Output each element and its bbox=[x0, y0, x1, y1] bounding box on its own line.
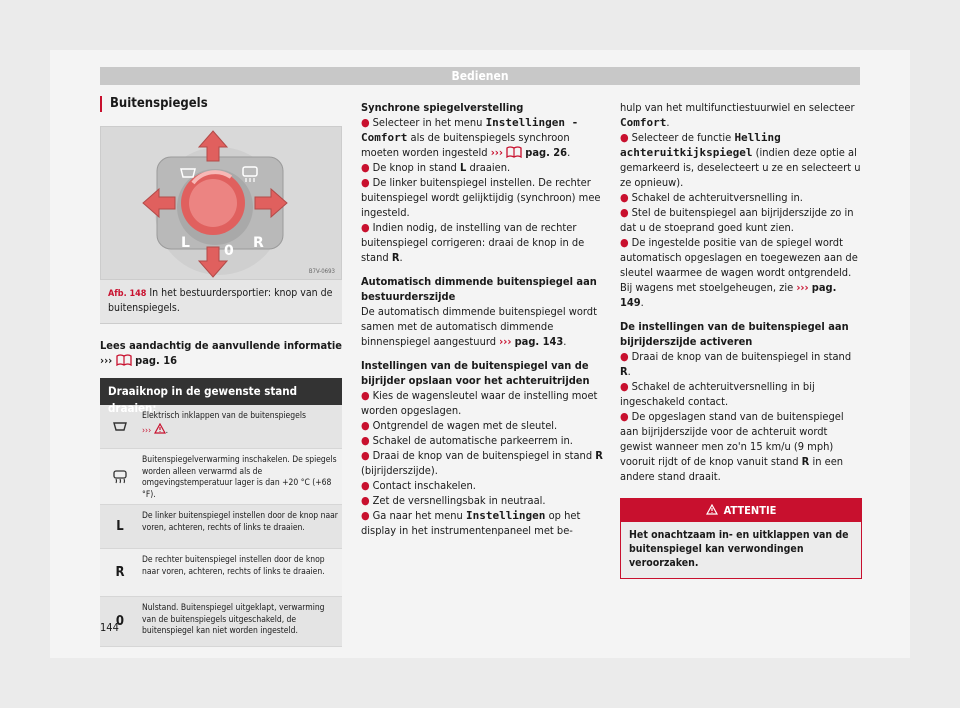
list-item: ● Draai de knop van de buitenspiegel in stand R. bbox=[620, 350, 852, 378]
figure-mirror-knob bbox=[100, 126, 342, 280]
page-header: Bedienen bbox=[100, 67, 860, 85]
heading-activate: De instellingen van de buitenspiegel aan bijrijderszijde activeren bbox=[620, 320, 849, 348]
info-note: Lees aandachtig de aanvullende informatie ››› pag. 16 bbox=[100, 339, 342, 367]
book-icon bbox=[116, 354, 132, 366]
list-item: ● Kies de wagensleutel waar de instelling moet worden opgeslagen. bbox=[361, 389, 598, 417]
list-item: ● De ingestelde positie van de spiegel wordt automatisch opgeslagen en toegewezen aan de sleutel waarmee de wagen wordt ontgrendeld. Bij wagens met stoelgeheugen, zie ››› pag. 149. bbox=[620, 236, 858, 309]
page-number: 144 bbox=[100, 621, 119, 634]
list-item: ● De knop in stand L draaien. bbox=[361, 161, 511, 174]
list-item: ● Indien nodig, de instelling van de rechter buitenspiegel corrigeren: draai de knop in de stand R. bbox=[361, 221, 585, 264]
list-item: ● Stel de buitenspiegel aan bijrijderszijde zo in dat u de stoeprand goed kunt zien. bbox=[620, 206, 854, 234]
mirror-heating-icon bbox=[112, 470, 128, 484]
note-link[interactable]: ››› pag. 16 bbox=[100, 354, 177, 367]
knob-label-r: R bbox=[253, 235, 264, 251]
warning-title: ATTENTIE bbox=[723, 504, 777, 517]
page-link[interactable]: pag. 143 bbox=[514, 335, 564, 348]
table-row: R De rechter buitenspiegel instellen door de knop naar voren, achteren, rechts of links te draaien. bbox=[100, 549, 342, 597]
page-link[interactable]: pag. 149 bbox=[620, 281, 837, 309]
list-item: ● Contact inschakelen. bbox=[361, 479, 476, 492]
list-item: ● Ontgrendel de wagen met de sleutel. bbox=[361, 419, 558, 432]
list-item: ● Ga naar het menu Instellingen op het display in het instrumentenpaneel met be- bbox=[361, 509, 581, 537]
warning-icon bbox=[154, 423, 166, 434]
heading-save: Instellingen van de buitenspiegel van de bijrijder opslaan voor het achteruitrijden bbox=[361, 359, 590, 387]
table-row: Elektrisch inklappen van de buitenspiegels ››› . bbox=[100, 405, 342, 449]
fold-mirror-icon bbox=[112, 421, 128, 433]
table-row: L De linker buitenspiegel instellen door de knop naar voren, achteren, rechts of links te draaien. bbox=[100, 505, 342, 549]
mirror-knob-illustration bbox=[101, 127, 341, 279]
table-row: 0 Nulstand. Buitenspiegel uitgeklapt, verwarming van de buitenspiegels uitgeschakeld, de buitenspiegel kan niet worden ingesteld. bbox=[100, 597, 342, 647]
list-item: ● De linker buitenspiegel instellen. De rechter buitenspiegel wordt gelijktijdig (synchroon) mee ingesteld. bbox=[361, 176, 601, 219]
book-icon bbox=[506, 146, 522, 158]
section-title: Buitenspiegels bbox=[100, 96, 342, 112]
list-item: ● Selecteer de functie Helling achteruitkijkspiegel (indien deze optie al gemarkeerd is, deselecteert u ze en selecteert u ze opnieuw). bbox=[620, 131, 861, 189]
caption-text: In het bestuurdersportier: knop van de buitenspiegels. bbox=[108, 287, 333, 314]
list-item: ● De opgeslagen stand van de buitenspiegel aan bijrijderszijde voor de achteruit wordt gewist wanneer men zo'n 15 km/u (9 mph) vooruit rijdt of de knop vanuit stand R in een andere stand draait. bbox=[620, 410, 844, 483]
table-header: Draaiknop in de gewenste stand draaien: bbox=[100, 378, 342, 405]
figure-code: B7V-0693 bbox=[308, 268, 335, 275]
list-item: ● Zet de versnellingsbak in neutraal. bbox=[361, 494, 546, 507]
warning-box bbox=[620, 498, 862, 579]
middle-column: Synchrone spiegelverstelling ● Selecteer in het menu Instellingen - Comfort als de buitenspiegels synchroon moeten worden ingesteld ››› pag. 26. ● De knop in stand L draaien. ● De linker buitenspiegel instellen. De rechter buitenspiegel wordt gelijktijdig (synchroon) mee ingesteld. ● Indien nodig, de instelling van de rechter buitenspiegel corrigeren: draai de knop in de stand R. Automatisch dimmende buitenspiegel aan bestuurderszijde De automatisch dimmende buitenspiegel wordt samen met de automatisch dimmende binnenspiegel aangestuurd ››› pag. 143. Instellingen van de buitenspiegel van de bijrijder opslaan voor het achteruitrijden ● Kies de wagensleutel waar de instelling moet worden opgeslagen. ● Ontgrendel de wagen met de sleutel. ● Schakel de automatische parkeerrem in. ● Draai de knop van de buitenspiegel in stand R (bijrijderszijde). ● Contact inschakelen. ● Zet de versnellingsbak in neutraal. ● Ga naar het menu Instellingen op het display in het instrumentenpaneel met be- bbox=[361, 101, 603, 537]
caption-label: Afb. 148 bbox=[108, 289, 147, 299]
right-column: hulp van het multifunctiestuurwiel en selecteer Comfort. ● Selecteer de functie Helling achteruitkijkspiegel (indien deze optie al gemarkeerd is, deselecteert u ze en selecteert u ze opnieuw). ● Schakel de achteruitversnelling in. ● Stel de buitenspiegel aan bijrijderszijde zo in dat u de stoeprand goed kunt zien. ● De ingestelde positie van de spiegel wordt automatisch opgeslagen en toegewezen aan de sleutel waarmee de wagen wordt ontgrendeld. Bij wagens met stoelgeheugen, zie ››› pag. 149. De instellingen van de buitenspiegel aan bijrijderszijde activeren ● Draai de knop van de buitenspiegel in stand R. ● Schakel de achteruitversnelling in bij ingeschakeld contact. ● De opgeslagen stand van de buitenspiegel aan bijrijderszijde voor de achteruit wordt gewist wanneer men zo'n 15 km/u (9 mph) vooruit rijdt of de knop vanuit stand R in een andere stand draait. ATTENTIE Het onachtzaam in- en uitklappen van de buitenspiegel kan verwondingen veroorzaken. bbox=[620, 100, 862, 579]
list-item: ● Selecteer in het menu Instellingen - Comfort als de buitenspiegels synchroon moeten worden ingesteld ››› pag. 26. bbox=[361, 116, 579, 159]
left-column bbox=[100, 96, 342, 647]
page-link[interactable]: pag. 26 bbox=[525, 146, 568, 159]
list-item: ● Schakel de achteruitversnelling in bij ingeschakeld contact. bbox=[620, 380, 815, 408]
list-item: ● Schakel de achteruitversnelling in. bbox=[620, 191, 803, 204]
heading-dimming: Automatisch dimmende buitenspiegel aan bestuurderszijde bbox=[361, 275, 597, 303]
knob-label-l: L bbox=[181, 235, 190, 251]
knob-label-0: 0 bbox=[224, 243, 234, 259]
list-item: ● Schakel de automatische parkeerrem in. bbox=[361, 434, 573, 447]
list-item: ● Draai de knop van de buitenspiegel in stand R (bijrijderszijde). bbox=[361, 449, 603, 477]
figure-caption bbox=[100, 280, 342, 324]
heading-sync: Synchrone spiegelverstelling bbox=[361, 101, 524, 114]
warning-text: Het onachtzaam in- en uitklappen van de buitenspiegel kan verwondingen veroorzaken. bbox=[629, 529, 849, 569]
warning-icon bbox=[706, 504, 718, 515]
knob-positions-table bbox=[100, 378, 342, 647]
table-row: Buitenspiegelverwarming inschakelen. De spiegels worden alleen verwarmd als de omgevingstemperatuur lager is dan +20 °C (+68 °F). bbox=[100, 449, 342, 505]
